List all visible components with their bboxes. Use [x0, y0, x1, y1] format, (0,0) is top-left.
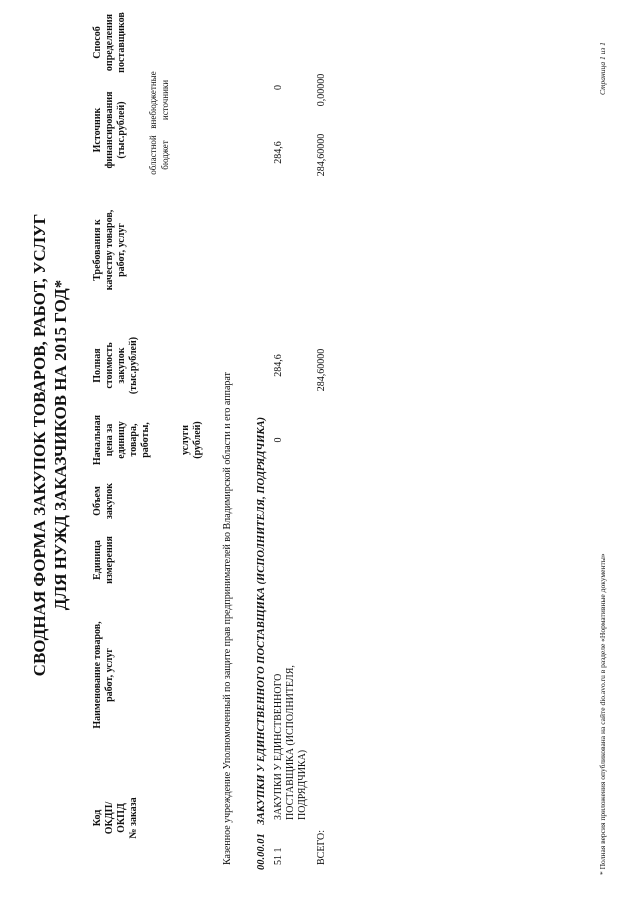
header-requirements: Требования к качеству товаров, работ, услуг: [92, 209, 127, 291]
institution-name: Казенное учреждение Уполномоченный по защите прав предпринимателей во Владимирской области и его аппарат: [222, 372, 233, 865]
group-code: 00.00.01: [256, 833, 267, 870]
header-name: Наименование товаров, работ, услуг: [92, 621, 115, 729]
header-source-regional: областной бюджет: [148, 135, 170, 175]
header-price: Начальная цена за единицу товара, работы,: [92, 414, 151, 466]
header-source: Источник финансирования (тыс.рублей): [92, 91, 127, 169]
total-regional-budget: 284,60000: [316, 133, 327, 177]
total-label: ВСЕГО:: [316, 830, 327, 865]
total-cost: 284,60000: [316, 348, 327, 392]
header-price-cont: услуги (рублей): [180, 421, 203, 459]
row-cost: 284,6: [273, 354, 284, 377]
header-source-extrabudget: внебюджетные источники: [148, 71, 170, 129]
header-cost: Полная стоимость закупок (тыс.рублей): [92, 336, 139, 395]
group-title: ЗАКУПКИ У ЕДИНСТВЕННОГО ПОСТАВЩИКА (ИСПОЛНИТЕЛЯ, ПОДРЯДЧИКА): [256, 416, 267, 825]
page-number: Страница 1 из 1: [598, 42, 607, 95]
row-price: 0: [273, 437, 284, 443]
header-code: Код ОКДП/ ОКПД № заказа: [92, 797, 139, 839]
title-line-2: ДЛЯ НУЖД ЗАКАЗЧИКОВ НА 2015 ГОД*: [51, 279, 70, 611]
row-regional-budget: 284,6: [273, 141, 284, 164]
group-heading: [256, 417, 267, 870]
title-line-1: СВОДНАЯ ФОРМА ЗАКУПОК ТОВАРОВ, РАБОТ, УСЛУГ: [30, 213, 49, 677]
header-method: Способ определения поставщиков: [92, 12, 127, 73]
row-code: 51 1: [273, 847, 284, 865]
footnote: * Полная версия приложения опубликована на сайте dio.avo.ru в разделе «Нормативные документы»: [598, 553, 607, 875]
header-volume: Объем закупок: [92, 482, 115, 520]
header-unit: Единица измерения: [92, 536, 115, 584]
row-extra-budget: 0: [273, 85, 284, 90]
total-extra-budget: 0,00000: [316, 73, 327, 107]
row-name: ЗАКУПКИ У ЕДИНСТВЕННОГО ПОСТАВЩИКА (ИСПОЛНИТЕЛЯ, ПОДРЯДЧИКА): [273, 665, 308, 820]
